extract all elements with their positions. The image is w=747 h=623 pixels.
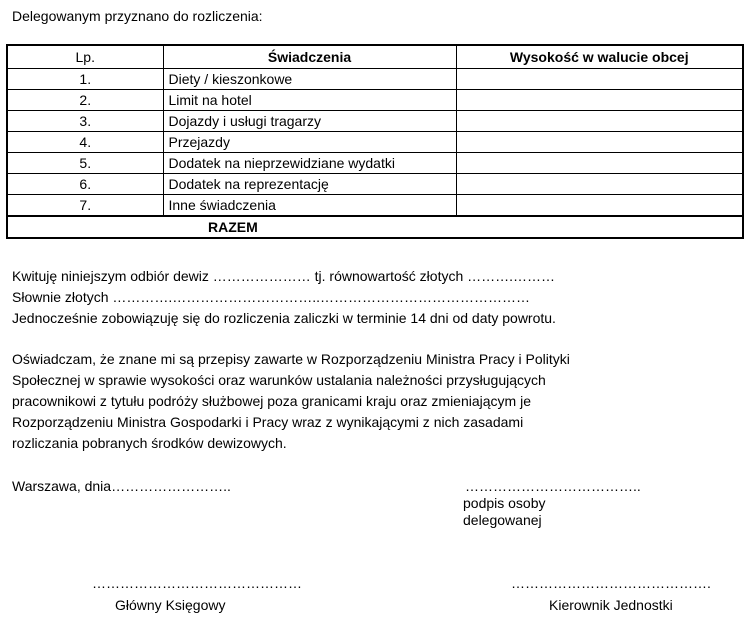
header-amount: Wysokość w walucie obcej bbox=[456, 45, 743, 69]
row-lp: 6. bbox=[7, 174, 163, 195]
row-amount[interactable] bbox=[456, 111, 743, 132]
table-header-row bbox=[7, 45, 743, 69]
row-benefit: Inne świadczenia bbox=[163, 195, 456, 217]
row-lp: 3. bbox=[7, 111, 163, 132]
total-row bbox=[7, 216, 743, 238]
allowance-table bbox=[6, 44, 744, 239]
declaration-line: pracownikowi z tytułu podróży służbowej poza granicami kraju oraz zmieniającym je bbox=[12, 393, 531, 409]
row-benefit: Dodatek na reprezentację bbox=[163, 174, 456, 195]
row-lp: 2. bbox=[7, 90, 163, 111]
receipt-line-currency: Kwituję niniejszym odbiór dewiz ………………… tj. równowartość złotych ……….……… bbox=[12, 268, 556, 284]
receipt-line-obligation: Jednocześnie zobowiązuję się do rozliczenia zaliczki w terminie 14 dni od daty powrotu. bbox=[12, 310, 556, 326]
row-amount[interactable] bbox=[456, 90, 743, 111]
row-amount[interactable] bbox=[456, 195, 743, 217]
header-benefits: Świadczenia bbox=[163, 45, 456, 69]
accountant-signature-label: Główny Księgowy bbox=[115, 597, 226, 613]
declaration-line: rozliczania pobranych środków dewizowych. bbox=[12, 435, 287, 451]
row-benefit: Diety / kieszonkowe bbox=[163, 69, 456, 90]
row-benefit: Limit na hotel bbox=[163, 90, 456, 111]
table-row bbox=[7, 195, 743, 217]
row-lp: 5. bbox=[7, 153, 163, 174]
header-lp: Lp. bbox=[7, 45, 163, 69]
receipt-block bbox=[12, 266, 732, 329]
row-amount[interactable] bbox=[456, 174, 743, 195]
head-signature-label: Kierownik Jednostki bbox=[549, 597, 673, 613]
declaration-line: Rozporządzeniu Ministra Gospodarki i Pracy wraz z wynikającymi z nich zasadami bbox=[12, 414, 524, 430]
table-row bbox=[7, 174, 743, 195]
delegate-signature-line[interactable]: ……………………………….. bbox=[465, 478, 641, 494]
declaration-line: Oświadczam, że znane mi są przepisy zawarte w Rozporządzeniu Ministra Pracy i Polityki bbox=[12, 351, 570, 367]
date-line[interactable]: Warszawa, dnia…………………….. bbox=[12, 478, 231, 494]
delegate-signature-label-2: delegowanej bbox=[463, 512, 542, 528]
declaration-block bbox=[12, 349, 732, 454]
delegate-signature-label-1: podpis osoby bbox=[463, 495, 546, 511]
table-row bbox=[7, 69, 743, 90]
table-row bbox=[7, 111, 743, 132]
accountant-signature-line[interactable]: ……………………………………… bbox=[92, 575, 302, 591]
head-signature-line[interactable]: ……………………………………. bbox=[511, 575, 711, 591]
table-row bbox=[7, 153, 743, 174]
row-lp: 1. bbox=[7, 69, 163, 90]
row-benefit: Dojazdy i usługi tragarzy bbox=[163, 111, 456, 132]
row-lp: 7. bbox=[7, 195, 163, 217]
row-lp: 4. bbox=[7, 132, 163, 153]
row-amount[interactable] bbox=[456, 132, 743, 153]
row-benefit: Przejazdy bbox=[163, 132, 456, 153]
table-row bbox=[7, 132, 743, 153]
intro-text: Delegowanym przyznano do rozliczenia: bbox=[12, 8, 263, 24]
total-label: RAZEM bbox=[7, 216, 743, 238]
table-row bbox=[7, 90, 743, 111]
receipt-line-words: Słownie złotych ………….…………………………..……………………………………… bbox=[12, 289, 531, 305]
row-benefit: Dodatek na nieprzewidziane wydatki bbox=[163, 153, 456, 174]
row-amount[interactable] bbox=[456, 153, 743, 174]
row-amount[interactable] bbox=[456, 69, 743, 90]
declaration-line: Społecznej w sprawie wysokości oraz warunków ustalania należności przysługujących bbox=[12, 372, 546, 388]
